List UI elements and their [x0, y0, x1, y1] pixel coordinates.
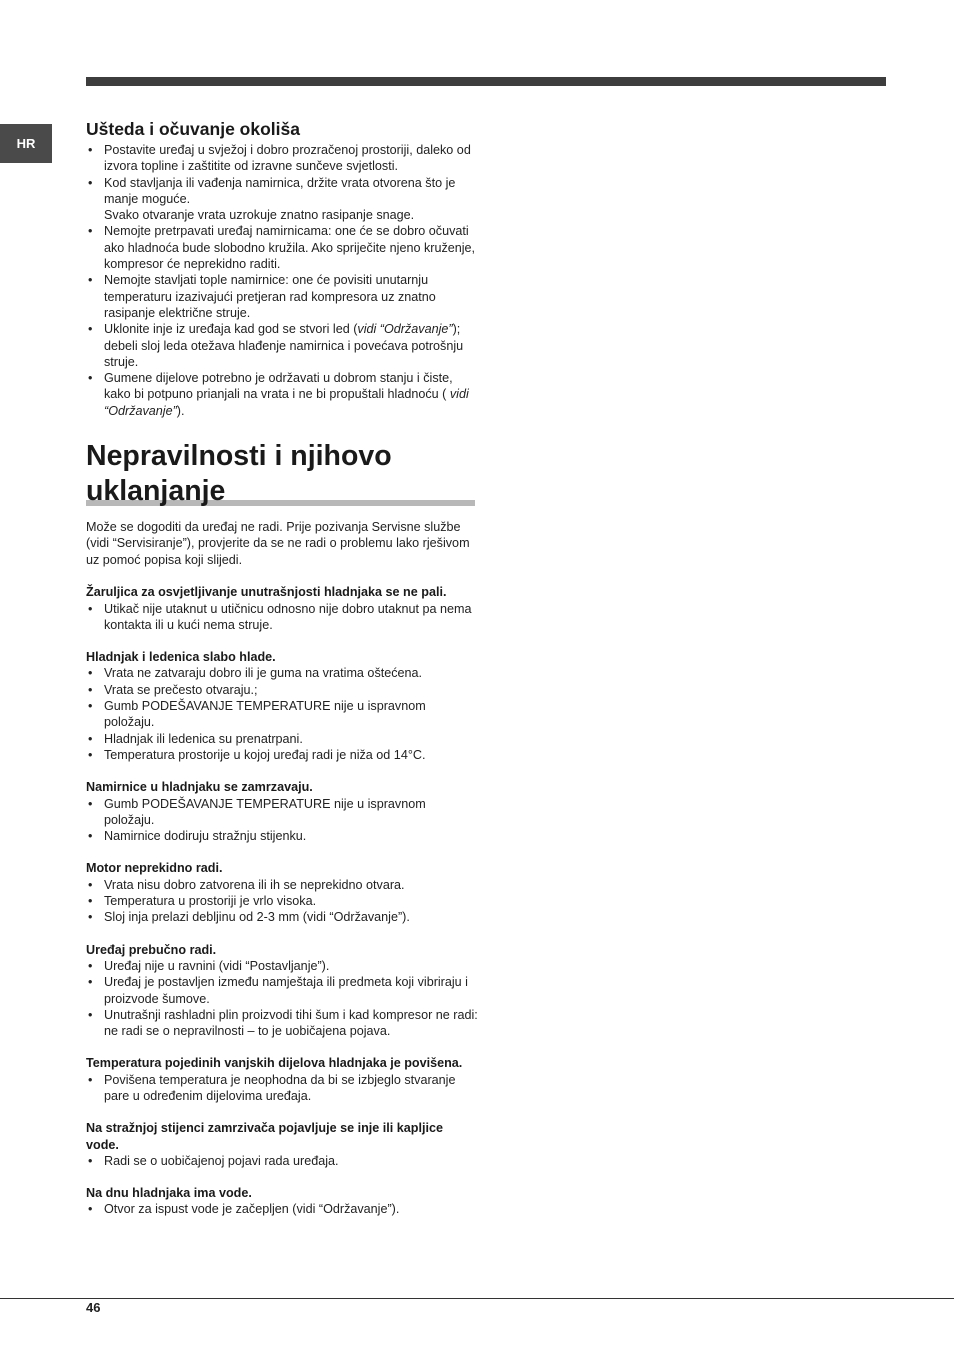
- problem-cause-item: • Vrata se prečesto otvaraju.;: [86, 682, 478, 698]
- bullet-text: Gumene dijelove potrebno je održavati u dobrom stanju i čiste, kako bi potpuno prianjali na vrata i ne bi propuštali hladnoću (: [104, 371, 453, 402]
- savings-bullet-item: [86, 142, 478, 175]
- problem-heading: Na stražnjoj stijenci zamrzivača pojavljuje se inje ili kapljice vode.: [86, 1121, 443, 1152]
- problem-cause-item: • Uređaj nije u ravnini (vidi “Postavljanje”).: [86, 958, 478, 974]
- problem-block: [86, 779, 478, 844]
- problem-cause-list: [86, 958, 478, 1039]
- savings-bullet-item: [86, 175, 478, 224]
- savings-bullet-item: [86, 223, 478, 272]
- problem-cause-item: • Gumb PODEŠAVANJE TEMPERATURE nije u ispravnom položaju.: [86, 698, 478, 731]
- problem-block: [86, 584, 478, 633]
- problem-cause-item: • Hladnjak ili ledenica su prenatrpani.: [86, 731, 478, 747]
- page-number: 46: [86, 1300, 101, 1315]
- italic-reference: vidi “Održavanje”: [357, 322, 453, 337]
- problem-cause-item: • Gumb PODEŠAVANJE TEMPERATURE nije u ispravnom položaju.: [86, 796, 478, 829]
- problem-heading: Uređaj prebučno radi.: [86, 942, 217, 957]
- problem-heading: Motor neprekidno radi.: [86, 861, 223, 876]
- section-title-savings: Ušteda i očuvanje okoliša: [86, 119, 300, 139]
- problem-cause-list: [86, 796, 478, 845]
- problem-heading: Hladnjak i ledenica slabo hlade.: [86, 650, 276, 665]
- problem-cause-item: • Vrata nisu dobro zatvorena ili ih se neprekidno otvara.: [86, 877, 478, 893]
- savings-bullet-list: [86, 142, 478, 419]
- problem-cause-item: • Uređaj je postavljen između namještaja ili predmeta koji vibriraju i proizvode šumove.: [86, 974, 478, 1007]
- problem-cause-item: • Utikač nije utaknut u utičnicu odnosno nije dobro utaknut pa nema kontakta ili u kući nema struje.: [86, 601, 478, 634]
- bullet-text: Postavite uređaj u svježoj i dobro prozračenoj prostoriji, daleko od izvora topline i zaštitite od izravne sunčeve svjetlosti.: [104, 143, 471, 174]
- problem-cause-item: • Namirnice dodiruju stražnju stijenku.: [86, 828, 478, 844]
- problem-heading: Namirnice u hladnjaku se zamrzavaju.: [86, 780, 313, 795]
- bullet-text: Uklonite inje iz uređaja kad god se stvori led (: [104, 322, 358, 337]
- top-divider-bar: [86, 77, 886, 86]
- problem-cause-list: [86, 877, 478, 926]
- problem-block: [86, 1055, 478, 1104]
- problem-block: [86, 649, 478, 763]
- problem-cause-list: [86, 665, 478, 763]
- content-column: [86, 118, 478, 1218]
- bullet-text: Nemojte pretrpavati uređaj namirnicama: one će se dobro očuvati ako hladnoća bude slobodno kružila. Ako spriječite njeno kruženje, kompresor će neprekidno raditi.: [104, 224, 476, 272]
- problem-cause-list: [86, 1153, 478, 1169]
- problem-cause-item: • Radi se o uobičajenoj pojavi rada uređaja.: [86, 1153, 478, 1169]
- problem-heading: Na dnu hladnjaka ima vode.: [86, 1186, 252, 1201]
- problem-cause-list: [86, 1201, 478, 1217]
- italic-reference: vidi “Održavanje”: [104, 387, 469, 418]
- bullet-text: Nemojte stavljati tople namirnice: one će povisiti unutarnju temperaturu izazivajući pretjeran rad kompresora uz znatno rasipanje električne struje.: [104, 273, 436, 320]
- language-tab: HR: [0, 124, 52, 163]
- problem-cause-item: • Sloj inja prelazi debljinu od 2-3 mm (vidi “Održavanje”).: [86, 909, 478, 925]
- problem-cause-item: • Unutrašnji rashladni plin proizvodi tihi šum i kad kompresor ne radi: ne radi se o nepravilnosti – to je uobičajena pojava.: [86, 1007, 478, 1040]
- problem-heading: Temperatura pojedinih vanjskih dijelova hladnjaka je povišena.: [86, 1056, 463, 1071]
- bullet-text: ); debeli sloj leda otežava hlađenje namirnica i povećava potrošnju struje.: [104, 322, 464, 369]
- bullet-continuation: Svako otvaranje vrata uzrokuje znatno rasipanje snage.: [104, 208, 415, 223]
- problem-cause-item: • Povišena temperatura je neophodna da bi se izbjeglo stvaranje pare u određenim dijelovima uređaja.: [86, 1072, 478, 1105]
- savings-bullet-item: [86, 272, 478, 321]
- problem-cause-item: • Otvor za ispust vode je začepljen (vidi “Održavanje”).: [86, 1201, 478, 1217]
- troubleshooting-title: Nepravilnosti i njihovo uklanjanje: [86, 440, 392, 508]
- problem-block: [86, 860, 478, 925]
- problems-list: [86, 584, 478, 1218]
- problem-cause-item: • Vrata ne zatvaraju dobro ili je guma na vratima oštećena.: [86, 665, 478, 681]
- savings-bullet-item: [86, 321, 478, 370]
- problem-block: [86, 1185, 478, 1218]
- footer-divider: [0, 1298, 954, 1299]
- problem-cause-list: [86, 1072, 478, 1105]
- savings-bullet-item: [86, 370, 478, 419]
- problem-heading: Žaruljica za osvjetljivanje unutrašnjosti hladnjaka se ne pali.: [86, 585, 447, 600]
- problem-cause-item: • Temperatura prostorije u kojoj uređaj radi je niža od 14°C.: [86, 747, 478, 763]
- bullet-text: Kod stavljanja ili vađenja namirnica, držite vrata otvorena što je manje moguće.: [104, 175, 456, 206]
- problem-block: [86, 1120, 478, 1169]
- problem-block: [86, 942, 478, 1040]
- bullet-text: ).: [176, 403, 185, 418]
- problem-cause-item: • Temperatura u prostoriji je vrlo visoka.: [86, 893, 478, 909]
- troubleshooting-intro: Može se dogoditi da uređaj ne radi. Prije pozivanja Servisne službe (vidi “Servisiranje”), provjerite da se ne radi o problemu lako rješivom uz pomoć popisa koji slijedi.: [86, 520, 470, 567]
- problem-cause-list: [86, 601, 478, 634]
